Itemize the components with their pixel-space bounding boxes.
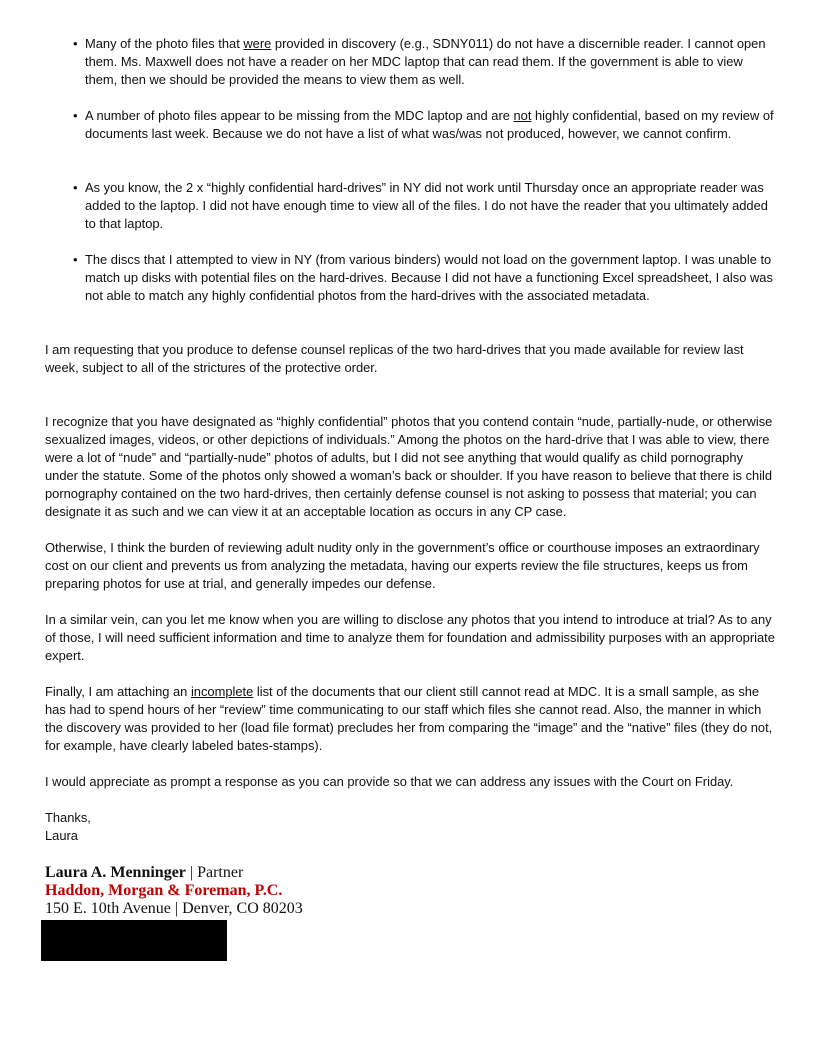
bullet-item — [73, 251, 775, 305]
bullet-text: Many of the photo files that — [85, 36, 244, 51]
bullet-icon: • — [73, 36, 78, 51]
separator: | — [185, 864, 198, 881]
paragraph-text: list of the documents that our client still cannot read at MDC. It is a small sample, as she has had to spend hours of her “review” time communicating to our staff which files she cannot read. Also, the manner in which the discovery was provided to her (load file format) precludes her from comparing the “image” and the “native” files (they do not, for example, have clearly labeled bates-stamps). — [45, 684, 773, 753]
underlined-text: not — [513, 108, 532, 123]
bullet-item — [73, 179, 775, 233]
signature-firm: Haddon, Morgan & Foreman, P.C. — [45, 882, 283, 899]
bullet-text: A number of photo files appear to be missing from the MDC laptop and are — [85, 108, 514, 123]
closing-name: Laura — [45, 828, 78, 843]
paragraph: I am requesting that you produce to defense counsel replicas of the two hard-drives that you made available for review last week, subject to all of the strictures of the protective order. — [45, 342, 744, 375]
email-signature — [45, 864, 303, 918]
signature-title: Partner — [197, 864, 244, 881]
signature-name: Laura A. Menninger — [45, 864, 186, 881]
redaction-box — [41, 920, 227, 961]
closing-thanks: Thanks, — [45, 810, 91, 825]
bullet-icon: • — [73, 252, 78, 267]
paragraph: I recognize that you have designated as “highly confidential” photos that you contend contain “nude, partially-nude, or otherwise sexualized images, videos, or other depictions of individuals.” Among the photos on the hard-drive that I was able to view, there were a lot of “nude” and “partially-nude” photos of adults, but I did not see anything that would qualify as child pornography under the statute. Some of the photos only showed a woman’s back or shoulder. If you have reason to believe that there is child pornography contained on the two hard-drives, then certainly defense counsel is not asking to possess that material; you can designate it as such and we can view it at an acceptable location as occurs in any CP case. — [45, 414, 773, 519]
bullet-icon: • — [73, 108, 78, 123]
bullet-text: provided in discovery (e.g., SDNY011) do not have a discernible reader. I cannot open them. Ms. Maxwell does not have a reader on her MDC laptop that can read them. If the government is able to view them, then we should be provided the means to view them as well. — [85, 36, 766, 87]
paragraph-text: Finally, I am attaching an — [45, 684, 191, 699]
paragraph: I would appreciate as prompt a response as you can provide so that we can address any issues with the Court on Friday. — [45, 774, 734, 789]
underlined-text: incomplete — [190, 684, 254, 699]
bullet-item — [73, 107, 775, 143]
underlined-text: were — [243, 36, 272, 51]
bullet-text: highly confidential, based on my review of documents last week. Because we do not have a list of what was/was not produced, however, we cannot confirm. — [85, 108, 774, 141]
bullet-icon: • — [73, 180, 78, 195]
signature-address: 150 E. 10th Avenue | Denver, CO 80203 — [45, 900, 303, 917]
paragraph — [45, 683, 775, 755]
bullet-text: The discs that I attempted to view in NY (from various binders) would not load on the government laptop. I was unable to match up disks with potential files on the hard-drives. Because I did not have a functioning Excel spreadsheet, I also was not able to match any highly confidential photos from the hard-drives with the associated metadata. — [85, 252, 773, 303]
bullet-item — [73, 35, 775, 89]
bullet-text: As you know, the 2 x “highly confidential hard-drives” in NY did not work until Thursday once an appropriate reader was added to the laptop. I did not have enough time to view all of the files. I do not have the reader that you ultimately added to that laptop. — [85, 180, 768, 231]
paragraph: In a similar vein, can you let me know when you are willing to disclose any photos that you intend to introduce at trial? As to any of those, I will need sufficient information and time to analyze them for foundation and admissibility purposes with an appropriate expert. — [45, 612, 775, 663]
paragraph: Otherwise, I think the burden of reviewing adult nudity only in the government’s office or courthouse imposes an extraordinary cost on our client and prevents us from analyzing the metadata, having our experts review the file structures, keeps us from preparing photos for use at trial, and generally impedes our defense. — [45, 540, 760, 591]
